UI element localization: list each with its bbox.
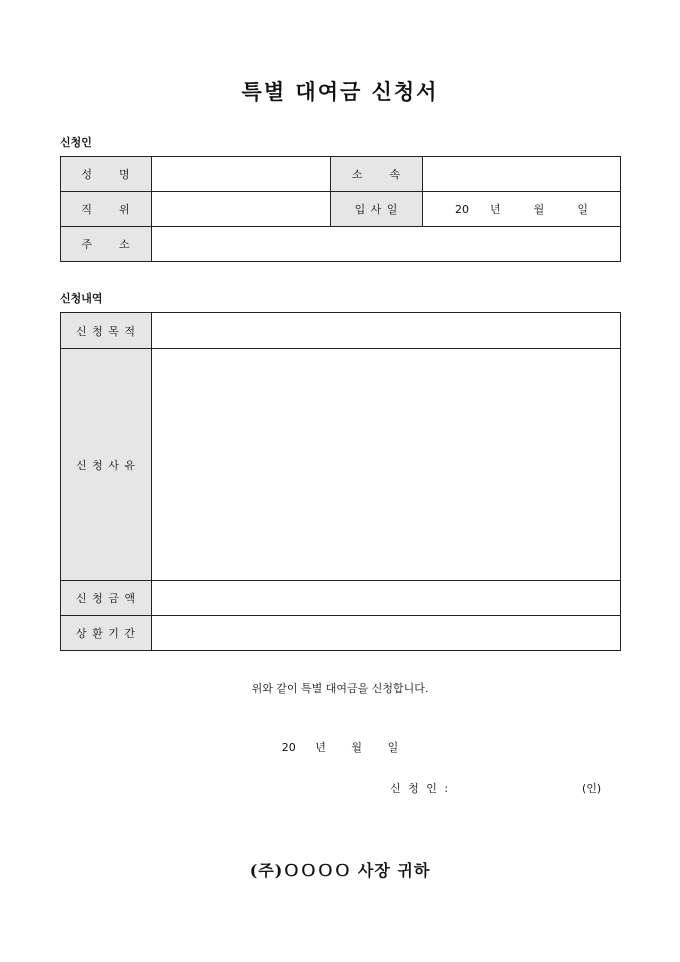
amount-field[interactable]: [152, 581, 621, 616]
name-label: [61, 157, 152, 192]
amount-label: 신 청 금 액: [61, 581, 152, 616]
sign-year-prefix: 20: [281, 741, 296, 754]
table-row: [61, 227, 621, 262]
reason-label: 신 청 사 유: [61, 349, 152, 581]
applicant-table: [60, 156, 621, 262]
table-row: [61, 157, 621, 192]
hire-month-unit: 월: [533, 203, 545, 216]
seal-mark: (인): [582, 782, 602, 795]
reason-field[interactable]: [152, 349, 621, 581]
sign-day-unit: 일: [387, 741, 399, 754]
name-field[interactable]: [152, 157, 331, 192]
table-row: [61, 313, 621, 349]
table-row: [61, 616, 621, 651]
hire-date-label: 입 사 일: [331, 192, 423, 227]
repayment-period-field[interactable]: [152, 616, 621, 651]
request-statement: 위와 같이 특별 대여금을 신청합니다.: [251, 682, 429, 695]
sign-year-unit: 년: [315, 741, 326, 754]
signature-date[interactable]: [0, 739, 680, 755]
table-row: [61, 192, 621, 227]
position-label-part: 직: [81, 203, 93, 216]
address-label-part: 주: [81, 238, 93, 251]
address-label: [61, 227, 152, 262]
purpose-field[interactable]: [152, 313, 621, 349]
position-field[interactable]: [152, 192, 331, 227]
document-title: 특별 대여금 신청서: [241, 79, 439, 104]
name-label-part: 명: [119, 168, 131, 181]
sign-month-unit: 월: [351, 741, 363, 754]
department-label: [331, 157, 423, 192]
position-label: [61, 192, 152, 227]
address-field[interactable]: [152, 227, 621, 262]
department-field[interactable]: [423, 157, 621, 192]
recipient: (주)ＯＯＯＯ 사장 귀하: [249, 861, 431, 880]
table-row: [61, 349, 621, 581]
request-section-heading: 신청내역: [60, 292, 103, 305]
department-label-part: 소: [351, 168, 364, 181]
hire-day-unit: 일: [577, 203, 588, 216]
hire-year-unit: 년: [490, 203, 501, 216]
table-row: [61, 581, 621, 616]
request-table: [60, 312, 621, 651]
repayment-period-label: 상 환 기 간: [61, 616, 152, 651]
name-label-part: 성: [81, 168, 93, 181]
department-label-part: 속: [389, 168, 402, 181]
position-label-part: 위: [119, 203, 131, 216]
applicant-signature-label: 신 청 인 :: [390, 782, 451, 795]
address-label-part: 소: [119, 238, 131, 251]
applicant-section-heading: 신청인: [60, 136, 92, 149]
purpose-label: 신 청 목 적: [61, 313, 152, 349]
hire-date-field[interactable]: [423, 192, 621, 227]
hire-year-prefix: 20: [455, 203, 470, 216]
